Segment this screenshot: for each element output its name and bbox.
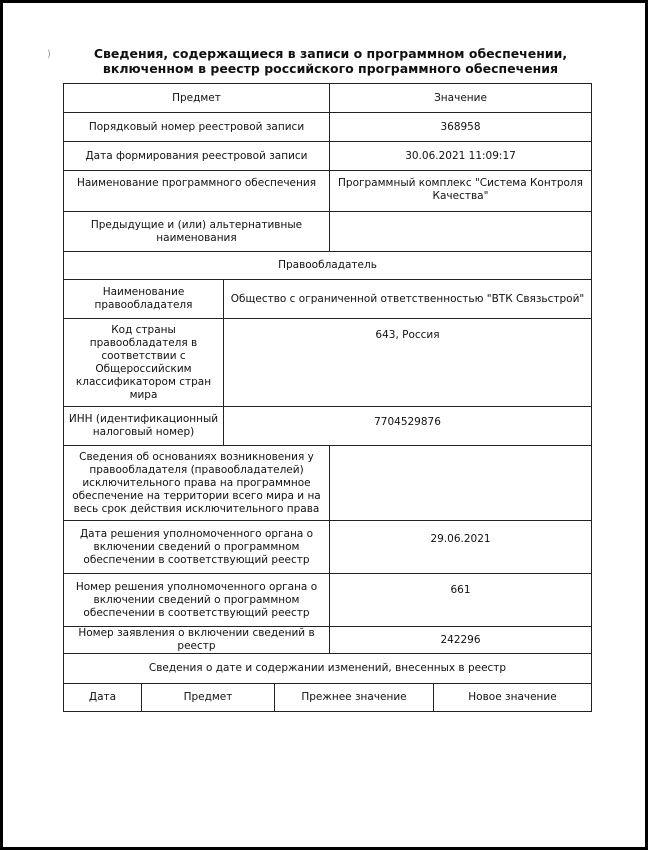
rightholder-section-header — [63, 251, 592, 280]
registry-number-value: 368958 — [440, 120, 481, 133]
header-subject-cell — [63, 83, 330, 113]
decision-date-label: Дата решения уполномоченного органа о включении сведений о программном обеспечении в соответствующий реестр — [79, 527, 314, 566]
margin-mark: ) — [47, 49, 51, 60]
header-subject: Предмет — [172, 91, 221, 104]
changes-new-value-header-cell — [433, 683, 592, 712]
decision-number-value: 661 — [450, 584, 471, 596]
changes-subject-header: Предмет — [183, 691, 233, 703]
alt-names-label-cell — [63, 211, 330, 252]
country-code-value-cell — [223, 318, 592, 407]
decision-number-label: Номер решения уполномоченного органа о включении сведений о программном обеспечении в соответствующий реестр — [75, 580, 318, 619]
decision-date-label-cell — [63, 520, 330, 574]
rights-grounds-value-cell — [329, 445, 592, 521]
header-value-cell — [329, 83, 592, 113]
decision-number-value-cell — [329, 573, 592, 627]
formation-date-label: Дата формирования реестровой записи — [85, 149, 308, 162]
rights-grounds-label: Сведения об основаниях возникновения у правообладателя (правообладателей) исключительного права на программное обеспечение на территории всего мира и на весь срок действия исключительного права — [72, 450, 321, 515]
changes-subject-header-cell — [141, 683, 275, 712]
application-number-value: 242296 — [440, 633, 481, 646]
page-title: Сведения, содержащиеся в записи о программном обеспечении, включенном в реестр российского программного обеспечения — [93, 46, 568, 76]
header-value: Значение — [434, 91, 487, 104]
inn-label-cell — [63, 406, 224, 446]
software-name-value-cell — [329, 170, 592, 212]
formation-date-value-cell — [329, 141, 592, 171]
application-number-value-cell — [329, 626, 592, 654]
inn-value: 7704529876 — [374, 416, 441, 428]
country-code-label: Код страны правообладателя в соответствии с Общероссийским классификатором стран мира — [75, 323, 212, 401]
decision-date-value: 29.06.2021 — [430, 533, 491, 545]
application-number-label: Номер заявления о включении сведений в реестр — [78, 627, 315, 652]
changes-date-header: Дата — [88, 691, 117, 703]
changes-date-header-cell — [63, 683, 142, 712]
inn-value-cell — [223, 406, 592, 446]
changes-section-header — [63, 653, 592, 684]
application-number-label-cell — [63, 626, 330, 654]
decision-date-value-cell — [329, 520, 592, 574]
software-name-label: Наименование программного обеспечения — [76, 177, 317, 189]
rightholder-name-value: Общество с ограниченной ответственностью "ВТК Связьстрой" — [230, 292, 585, 305]
changes-prev-value-header: Прежнее значение — [301, 691, 407, 703]
rightholder-name-label-cell — [63, 279, 224, 319]
rightholder-name-label: Наименование правообладателя — [94, 286, 193, 311]
software-name-value: Программный комплекс "Система Контроля Качества" — [338, 177, 583, 202]
rightholder-section-title: Правообладатель — [278, 259, 377, 271]
formation-date-label-cell — [63, 141, 330, 171]
country-code-value: 643, Россия — [375, 329, 440, 341]
changes-prev-value-header-cell — [274, 683, 434, 712]
registry-number-label-cell — [63, 112, 330, 142]
rightholder-name-value-cell — [223, 279, 592, 319]
country-code-label-cell — [63, 318, 224, 407]
changes-section-title: Сведения о дате и содержании изменений, внесенных в реестр — [148, 662, 507, 674]
formation-date-value: 30.06.2021 11:09:17 — [405, 149, 516, 162]
alt-names-label: Предыдущие и (или) альтернативные наименования — [90, 218, 303, 244]
inn-label: ИНН (идентификационный налоговый номер) — [68, 413, 219, 438]
decision-number-label-cell — [63, 573, 330, 627]
rights-grounds-label-cell — [63, 445, 330, 521]
changes-new-value-header: Новое значение — [468, 691, 557, 703]
registry-number-value-cell — [329, 112, 592, 142]
registry-number-label: Порядковый номер реестровой записи — [88, 120, 305, 133]
software-name-label-cell — [63, 170, 330, 212]
alt-names-value-cell — [329, 211, 592, 252]
